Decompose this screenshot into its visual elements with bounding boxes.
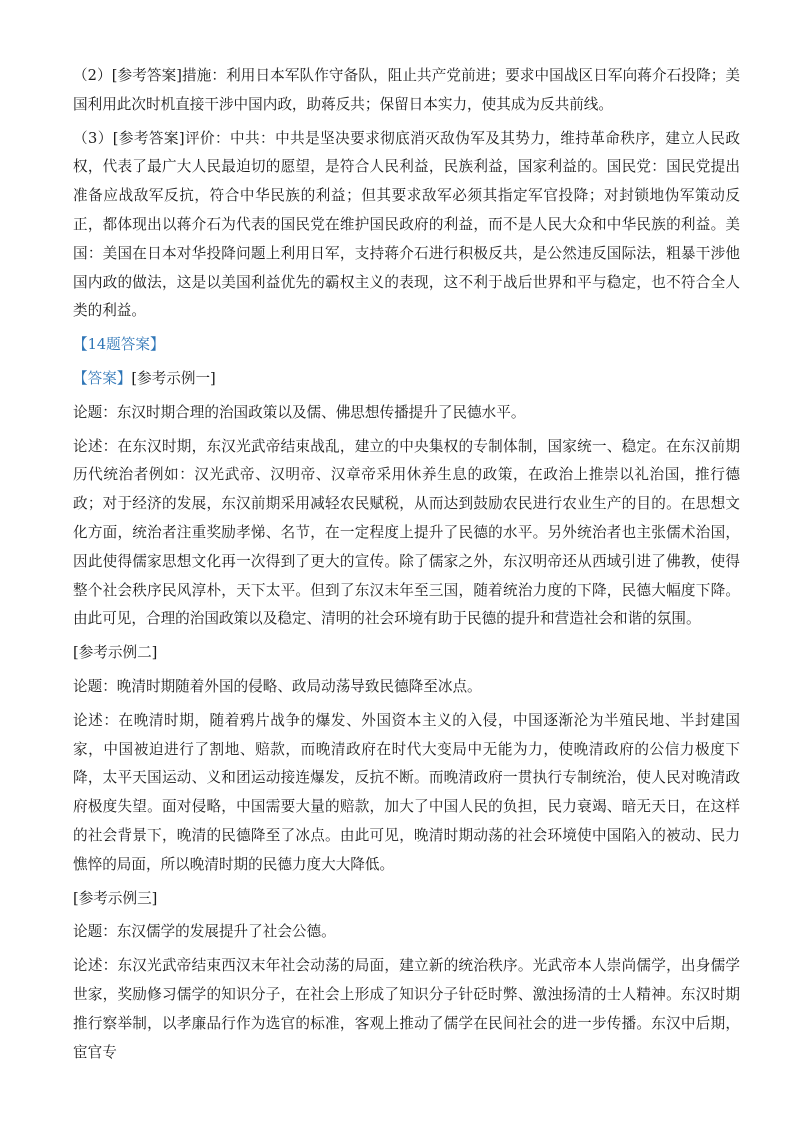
example3-thesis: 论题：东汉儒学的发展提升了社会公德。 bbox=[73, 923, 336, 941]
q13-part2-text: [参考答案]措施：利用日本军队作守备队，阻止共产党前进；要求中国战区日军向蒋介石投降；美国利用此次时机直接干涉中国内政，助蒋反共；保留日本实力，使其成为反共前线。 bbox=[73, 67, 740, 113]
example1-thesis: 论题：东汉时期合理的治国政策以及儒、佛思想传播提升了民德水平。 bbox=[73, 403, 526, 421]
q13-part2 bbox=[73, 62, 740, 120]
example2-thesis: 论题：晚清时期随着外国的侵略、政局动荡导致民德降至冰点。 bbox=[73, 677, 482, 695]
q13-part2-prefix: （2） bbox=[73, 67, 112, 84]
q13-part3 bbox=[73, 125, 740, 327]
example1-label: [参考示例一] bbox=[131, 369, 216, 387]
q13-part3-text: [参考答案]评价：中共：中共是坚决要求彻底消灭敌伪军及其势力，维持革命秩序，建立人民政权，代表了最广大人民最迫切的愿望，是符合人民利益，民族利益，国家利益的。国民党：国民党提出准备应战敌军反抗，符合中华民族的利益；但其要求敌军必须其指定军官投降；对封锁地伪军策动反正，都体现出以蒋介石为代表的国民党在维护国民政府的利益，而不是人民大众和中华民族的利益。美国：美国在日本对华投降问题上利用日军，支持蒋介石进行积极反共，是公然违反国际法，粗暴干涉他国内政的做法，这是以美国利益优先的霸权主义的表现，这不利于战后世界和平与稳定，也不符合全人类的利益。 bbox=[73, 129, 740, 320]
q14-header: 【14题答案】 bbox=[73, 336, 165, 354]
answer-tag: 【答案】 bbox=[73, 369, 132, 387]
q13-part3-prefix: （3） bbox=[73, 129, 113, 147]
q14-answer-line bbox=[73, 365, 740, 394]
example3-label: [参考示例三] bbox=[73, 889, 158, 907]
example1-body: 论述：在东汉时期，东汉光武帝结束战乱，建立的中央集权的专制体制，国家统一、稳定。在东汉前期历代统治者例如：汉光武帝、汉明帝、汉章帝采用休养生息的政策，在政治上推崇以礼治国，推行德政；对于经济的发展，东汉前期采用减轻农民赋税，从而达到鼓励农民进行农业生产的目的。在思想文化方面，统治者注重奖励孝悌、名节，在一定程度上提升了民德的水平。另外统治者也主张儒术治国，因此使得儒家思想文化再一次得到了更大的宣传。除了儒家之外，东汉明帝还从西域引进了佛教，使得整个社会秩序民风淳朴，天下太平。但到了东汉末年至三国，随着统治力度的下降，民德大幅度下降。由此可见，合理的治国政策以及稳定、清明的社会环境有助于民德的提升和营造社会和谐的氛围。 bbox=[73, 437, 740, 628]
example2-body: 论述：在晚清时期，随着鸦片战争的爆发、外国资本主义的入侵，中国逐渐沦为半殖民地、半封建国家，中国被迫进行了割地、赔款，而晚清政府在时代大变局中无能为力，使晚清政府的公信力极度下降，太平天国运动、义和团运动接连爆发，反抗不断。而晚清政府一贯执行专制统治，使人民对晚清政府极度失望。面对侵略，中国需要大量的赔款，加大了中国人民的负担，民力衰竭、暗无天日，在这样的社会背景下，晚清的民德降至了冰点。由此可见，晚清时期动荡的社会环境使中国陷入的被动、民力憔悴的局面，所以晚清时期的民德力度大大降低。 bbox=[73, 711, 740, 873]
example3-body: 论述：东汉光武帝结束西汉末年社会动荡的局面，建立新的统治秩序。光武帝本人崇尚儒学，出身儒学世家，奖励修习儒学的知识分子，在社会上形成了知识分子针砭时弊、激浊扬清的士人精神。东汉时期推行察举制，以孝廉品行作为选官的标准，客观上推动了儒学在民间社会的进一步传播。东汉中后期，宦官专 bbox=[73, 957, 740, 1061]
example2-label: [参考示例二] bbox=[73, 644, 158, 662]
